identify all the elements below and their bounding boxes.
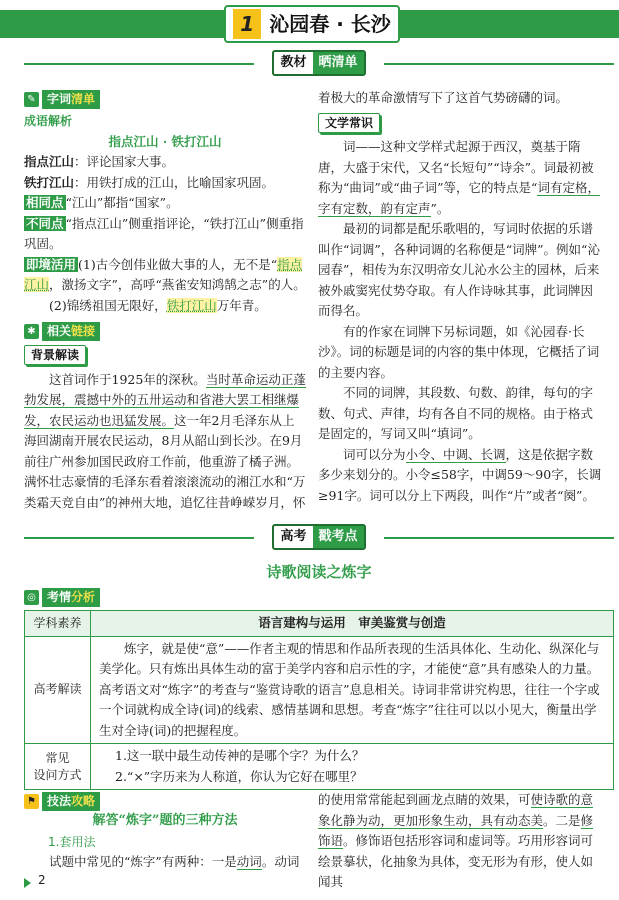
section-banner-label xyxy=(272,50,365,76)
bg-p1-underlined: 当时革命运动正蓬勃发展，震撼中外的五卅运动和省港大罢工相继爆发，农民运动也迅猛发展。 xyxy=(24,371,306,428)
table-row xyxy=(25,636,614,744)
skills-r1c: 。修饰语包括形容词和虚词等。巧用形容词可绘景摹状，化抽象为具体，变无形为有形，使人如闻其 xyxy=(318,833,594,889)
table-cell: 炼字，就是使“意”——作者主观的情思和作品所表现的生活具体化、生动化、纵深化与美学化。只有炼出具体生动的富于美学内容和启示性的字，才能使“意”具有感染人的力量。高考语文对“炼字”的考查与“鉴赏诗歌的语言”息息相关。诗词非常讲究构思，往往一个字或一个词就构成全诗(词)的线索、感情基调和思想。考查“炼字”往往可以以小见大，衡量出学生对全诗(词)的把握程度。 xyxy=(91,636,614,744)
banner2-line-left xyxy=(24,537,254,539)
skills-left xyxy=(24,790,306,873)
banner2-label-a: 高考 xyxy=(280,529,307,544)
background-tag: 背景解读 xyxy=(24,345,86,365)
lit-p5a: 词可以分为 xyxy=(343,446,406,462)
skills-p1-continued xyxy=(318,790,602,893)
page-arrow-icon xyxy=(24,878,31,888)
skills-r1b: 。二是 xyxy=(543,812,581,828)
table-row xyxy=(25,744,614,790)
background-continued: 着极大的革命激情写下了这首气势磅礴的词。 xyxy=(318,90,569,105)
lit-p3: 有的作家在词牌下另标词题，如《沁园春·长沙》。词的标题是词的内容的集中体现，它概括了词的主要内容。 xyxy=(318,323,600,380)
exam-title: 诗歌阅读之炼字 xyxy=(266,563,372,581)
question-1: 1.这一联中最生动传神的是哪个字？为什么？ xyxy=(115,748,365,763)
vocab-tag-b: 清单 xyxy=(71,92,96,106)
banner-line-right xyxy=(384,63,614,65)
skills-tag-b: 攻略 xyxy=(71,794,96,808)
page-number: 2 xyxy=(38,873,46,887)
term-tieda: 铁打江山 xyxy=(24,174,75,190)
table-row xyxy=(25,611,614,637)
table-header-cell: 学科素养 xyxy=(25,611,91,637)
entry-diff xyxy=(24,214,306,255)
banner2-line-right xyxy=(384,537,614,539)
section-tag-vocab xyxy=(24,90,100,109)
analysis-tag-b: 分析 xyxy=(71,590,96,604)
lit-p5-underlined: 小令、中调、长调 xyxy=(405,446,506,462)
table-header-cell xyxy=(25,744,91,790)
left-column xyxy=(24,88,306,513)
bg-p1d: 满怀壮志豪情的毛泽东看着滚滚流动的湘江水和“万类霜天竞自由”的神州大地，追忆往昔峥嵘岁月，怀 xyxy=(24,474,306,510)
analysis-tag-a: 考情 xyxy=(47,590,72,604)
method-1-title: 1.套用法 xyxy=(48,834,96,849)
term-usage: 即境活用 xyxy=(26,256,77,272)
skills-r1-underlined: 使诗歌的意象化静为动，更加形象生动，具有动态美 xyxy=(318,792,594,828)
entry-tieda xyxy=(24,173,306,194)
skills-p1-underlined: 动词 xyxy=(236,854,262,869)
subhead-idioms: 成语解析 xyxy=(24,114,73,128)
term-zhidian: 指点江山 xyxy=(24,154,75,169)
usage-1c: ，激扬文字”，高呼“燕雀安知鸿鹄之志”的人。 xyxy=(49,277,306,292)
chapter-title-box xyxy=(224,5,400,43)
lit-p5 xyxy=(318,445,602,507)
skills-heading: 解答“炼字”题的三种方法 xyxy=(92,813,238,828)
chapter-number: 1 xyxy=(233,9,261,39)
term-diff: 不同点 xyxy=(26,215,64,231)
banner2-label-b: 戳考点 xyxy=(313,526,364,548)
skills-p1 xyxy=(24,852,306,873)
table-cell: 语言建构与运用 审美鉴赏与创造 xyxy=(91,611,614,637)
table-header-cell: 高考解读 xyxy=(25,636,91,744)
section-tag-skills xyxy=(24,792,100,811)
section-tag-links xyxy=(24,322,100,341)
banner-line-left xyxy=(24,63,254,65)
skills-tag-a: 技法 xyxy=(47,794,72,808)
bg-p1b: 这一年2月毛泽东从上海回湖南开展农民运动，8月从韶山到长沙。 xyxy=(24,412,295,448)
lit-p1a: 词——这种文学样式起源于西汉，奠基于隋唐，大盛于宋代，又名“长短句”“诗余”。词最初被称为“曲词”或“曲子词”等，它的特点是“ xyxy=(318,139,594,195)
section-banner-textbook xyxy=(24,50,614,76)
entry-usage xyxy=(24,255,306,296)
header-line-a: 常见 xyxy=(45,750,70,765)
lit-p4: 不同的词牌，其段数、句数、韵律，每句的字数、句式、声律，均有各自不同的规格。由于格式是固定的，写词又叫“填词”。 xyxy=(318,385,594,441)
chapter-header xyxy=(0,0,619,52)
def-diff: “指点江山”侧重指评论，“铁打江山”侧重指巩固。 xyxy=(24,215,304,251)
section2-banner-label xyxy=(272,524,365,550)
skills-p1a: 试题中常见的“炼字”有两种：一是 xyxy=(49,854,237,869)
exam-analysis-table xyxy=(24,610,614,790)
lit-p2: 最初的词都是配乐歌唱的，写词时依据的乐谱叫作“词调”，各种词调的名称便是“词牌”。例如“沁园春”，相传为东汉明帝女儿沁水公主的园林，后来被外戚窦宪仗势夺取。有人作诗咏其事，此词牌因而得名。 xyxy=(318,221,600,318)
table-cell xyxy=(91,744,614,790)
usage-2a: (2)锦绣祖国无限好， xyxy=(49,297,167,313)
pen-icon: ✎ xyxy=(24,92,39,107)
section-tag-analysis xyxy=(24,588,100,607)
entry-usage-2 xyxy=(24,296,306,317)
link-icon: ✱ xyxy=(24,324,39,339)
lit-p1b: ”。 xyxy=(430,200,450,216)
entry-zhidian xyxy=(24,152,306,173)
section-banner-exam xyxy=(24,524,614,550)
term-same: 相同点 xyxy=(26,195,64,210)
def-tieda: ：用铁打成的江山，比喻国家巩固。 xyxy=(74,174,275,190)
skills-right xyxy=(318,790,602,893)
banner-label-a: 教材 xyxy=(280,55,307,70)
links-tag-a: 相关 xyxy=(47,324,72,338)
entry-same xyxy=(24,193,306,214)
idiom-title: 指点江山 · 铁打江山 xyxy=(108,133,222,149)
vocab-tag-a: 字词 xyxy=(47,92,72,106)
bg-p1: 这首词作于1925年的深秋。 xyxy=(49,371,206,387)
usage-2-answer: 铁打江山 xyxy=(166,297,217,313)
lit-p1 xyxy=(318,137,602,219)
flag-icon: ⚑ xyxy=(24,794,39,809)
question-2: 2.“×”字历来为人称道，你认为它好在哪里？ xyxy=(115,768,363,784)
lit-p1-underlined: 词有定格，字有定数，韵有定声 xyxy=(318,180,600,216)
def-zhidian: ：评论国家大事。 xyxy=(74,154,175,169)
right-column xyxy=(318,88,602,506)
links-tag-b: 链接 xyxy=(71,324,96,338)
literature-tag: 文学常识 xyxy=(318,113,380,133)
lit-p5b: ，这是依据字数多少来划分的。小令≤58字，中调59～90字，长调≥91字。词可以分上下两段，叫作“片”或者“阕”。 xyxy=(318,446,602,503)
usage-1a: (1)古今创伟业做大事的人，无不是“ xyxy=(78,256,278,272)
usage-2c: 万年青。 xyxy=(216,297,267,313)
bg-p1c: 在9月前往广州参加国民政府工作前，他重游了橘子洲。 xyxy=(24,433,303,469)
header-line-b: 设问方式 xyxy=(33,767,82,782)
gauge-icon: ◎ xyxy=(24,590,39,605)
chapter-title: 沁园春 · 长沙 xyxy=(269,11,391,36)
skills-r1a: 的使用常常能起到画龙点睛的效果，可 xyxy=(318,792,531,807)
banner-label-b: 晒清单 xyxy=(313,52,364,74)
background-paragraph xyxy=(24,370,306,514)
skills-r1-underlined-2: 修饰语 xyxy=(318,812,594,848)
skills-p1b: 。动词 xyxy=(261,854,300,869)
def-same: “江山”都指“国家”。 xyxy=(65,195,179,210)
usage-1-answer: 指点江山 xyxy=(24,256,303,292)
